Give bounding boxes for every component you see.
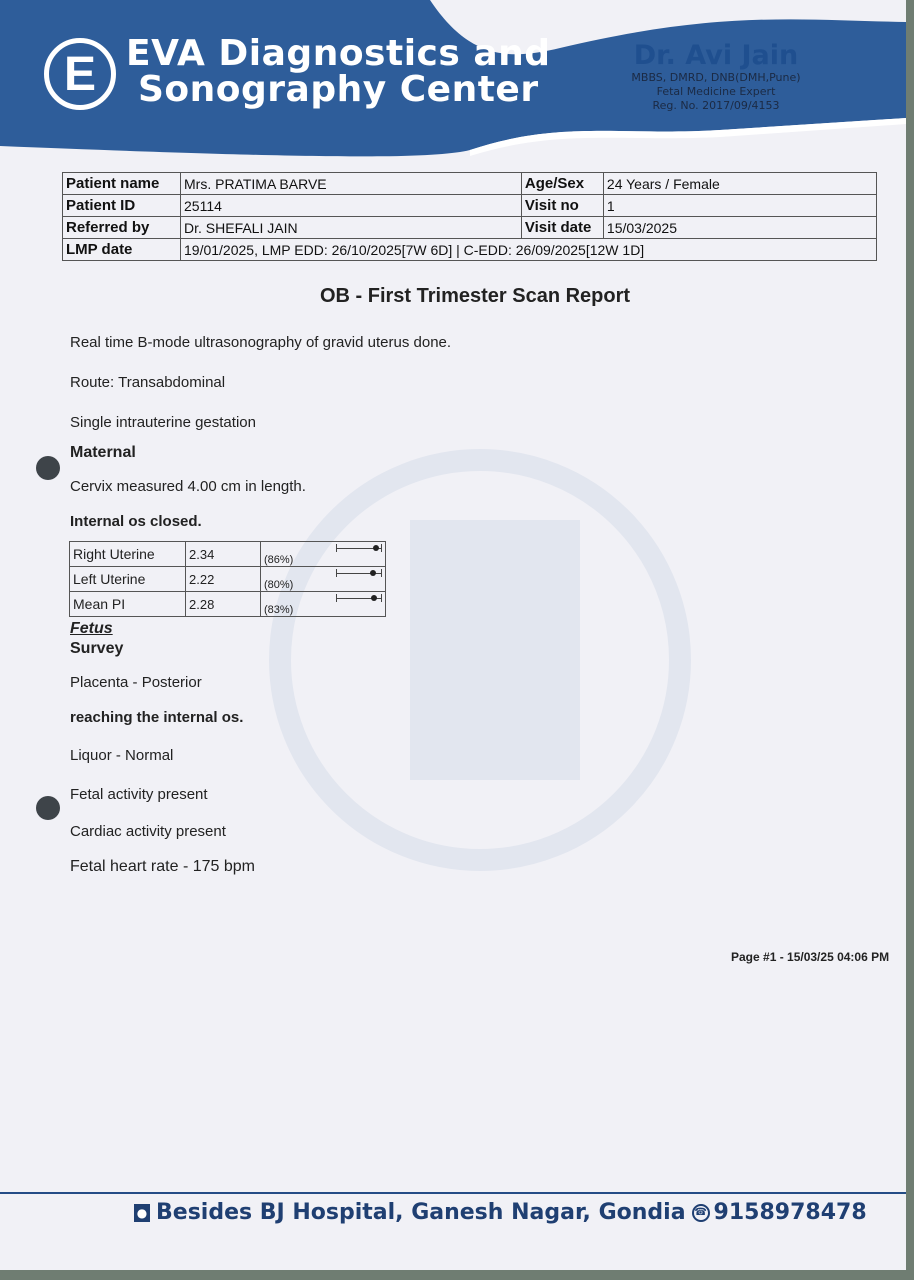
survey-heading: Survey	[70, 640, 124, 657]
visit-date: 15/03/2025	[603, 217, 876, 239]
doctor-block	[616, 40, 816, 113]
percentile-marker	[370, 570, 376, 576]
placenta-line: Placenta - Posterior	[70, 674, 202, 691]
visit-no: 1	[603, 195, 876, 217]
percentile-bar	[336, 594, 382, 602]
patient-name: Mrs. PRATIMA BARVE	[181, 173, 522, 195]
punch-hole	[36, 456, 60, 480]
referred-by: Dr. SHEFALI JAIN	[181, 217, 522, 239]
footer-address: Besides BJ Hospital, Ganesh Nagar, Gondia	[156, 1200, 686, 1225]
doppler-percentile-cell	[261, 567, 386, 592]
percentile-marker	[371, 595, 377, 601]
doctor-degrees: MBBS, DMRD, DNB(DMH,Pune)	[631, 71, 801, 84]
lmp-date-label: LMP date	[63, 239, 181, 261]
doppler-value: 2.34	[186, 542, 261, 567]
page-number: Page #1 - 15/03/25 04:06 PM	[731, 950, 890, 964]
agesex-label: Age/Sex	[521, 173, 603, 195]
placenta-note: reaching the internal os.	[70, 709, 244, 726]
doppler-percentile: (86%)	[264, 554, 294, 566]
doppler-label: Left Uterine	[70, 567, 186, 592]
doppler-label: Mean PI	[70, 592, 186, 617]
footer-divider	[0, 1192, 906, 1194]
watermark-logo	[250, 440, 710, 880]
percentile-marker	[373, 545, 379, 551]
internal-os-line: Internal os closed.	[70, 513, 202, 530]
patient-info-table	[62, 172, 877, 261]
cardiac-activity-line: Cardiac activity present	[70, 823, 226, 840]
referred-by-label: Referred by	[63, 217, 181, 239]
doppler-table	[69, 541, 386, 617]
gestation-line: Single intrauterine gestation	[70, 414, 256, 431]
cervix-line: Cervix measured 4.00 cm in length.	[70, 478, 306, 495]
bmode-line: Real time B-mode ultrasonography of gravid uterus done.	[70, 334, 452, 351]
fhr-line: Fetal heart rate - 175 bpm	[70, 858, 255, 875]
footer-phone: 9158978478	[713, 1200, 867, 1225]
agesex: 24 Years / Female	[603, 173, 876, 195]
route-line: Route: Transabdominal	[70, 374, 226, 391]
fetus-heading: Fetus	[70, 620, 113, 637]
doppler-percentile-cell	[261, 592, 386, 617]
patient-name-label: Patient name	[63, 173, 181, 195]
doppler-percentile: (83%)	[264, 604, 294, 616]
doctor-name: Dr. Avi Jain	[633, 40, 799, 71]
report-title: OB - First Trimester Scan Report	[319, 285, 631, 307]
punch-hole	[36, 796, 60, 820]
percentile-bar	[336, 569, 382, 577]
doppler-value: 2.22	[186, 567, 261, 592]
patient-id-label: Patient ID	[63, 195, 181, 217]
fetal-activity-line: Fetal activity present	[70, 786, 208, 803]
visit-no-label: Visit no	[521, 195, 603, 217]
lmp-date: 19/01/2025, LMP EDD: 26/10/2025[7W 6D] | C-EDD: 26/09/2025[12W 1D]	[181, 239, 877, 261]
location-pin-icon: ●	[134, 1204, 150, 1222]
table-row	[70, 542, 386, 567]
doctor-title: Fetal Medicine Expert	[656, 85, 776, 98]
table-row	[70, 567, 386, 592]
patient-id: 25114	[181, 195, 522, 217]
percentile-bar	[336, 544, 382, 552]
doppler-value: 2.28	[186, 592, 261, 617]
visit-date-label: Visit date	[521, 217, 603, 239]
phone-icon: ☎	[692, 1204, 710, 1222]
doppler-label: Right Uterine	[70, 542, 186, 567]
brand-name: EVA Diagnostics and Sonography Center	[126, 33, 551, 110]
table-row	[70, 592, 386, 617]
doctor-reg: Reg. No. 2017/09/4153	[652, 99, 780, 112]
footer	[134, 1200, 867, 1225]
eva-logo-icon: E	[44, 38, 116, 110]
liquor-line: Liquor - Normal	[70, 747, 174, 764]
doppler-percentile-cell	[261, 542, 386, 567]
maternal-heading: Maternal	[70, 444, 136, 461]
doppler-percentile: (80%)	[264, 579, 294, 591]
